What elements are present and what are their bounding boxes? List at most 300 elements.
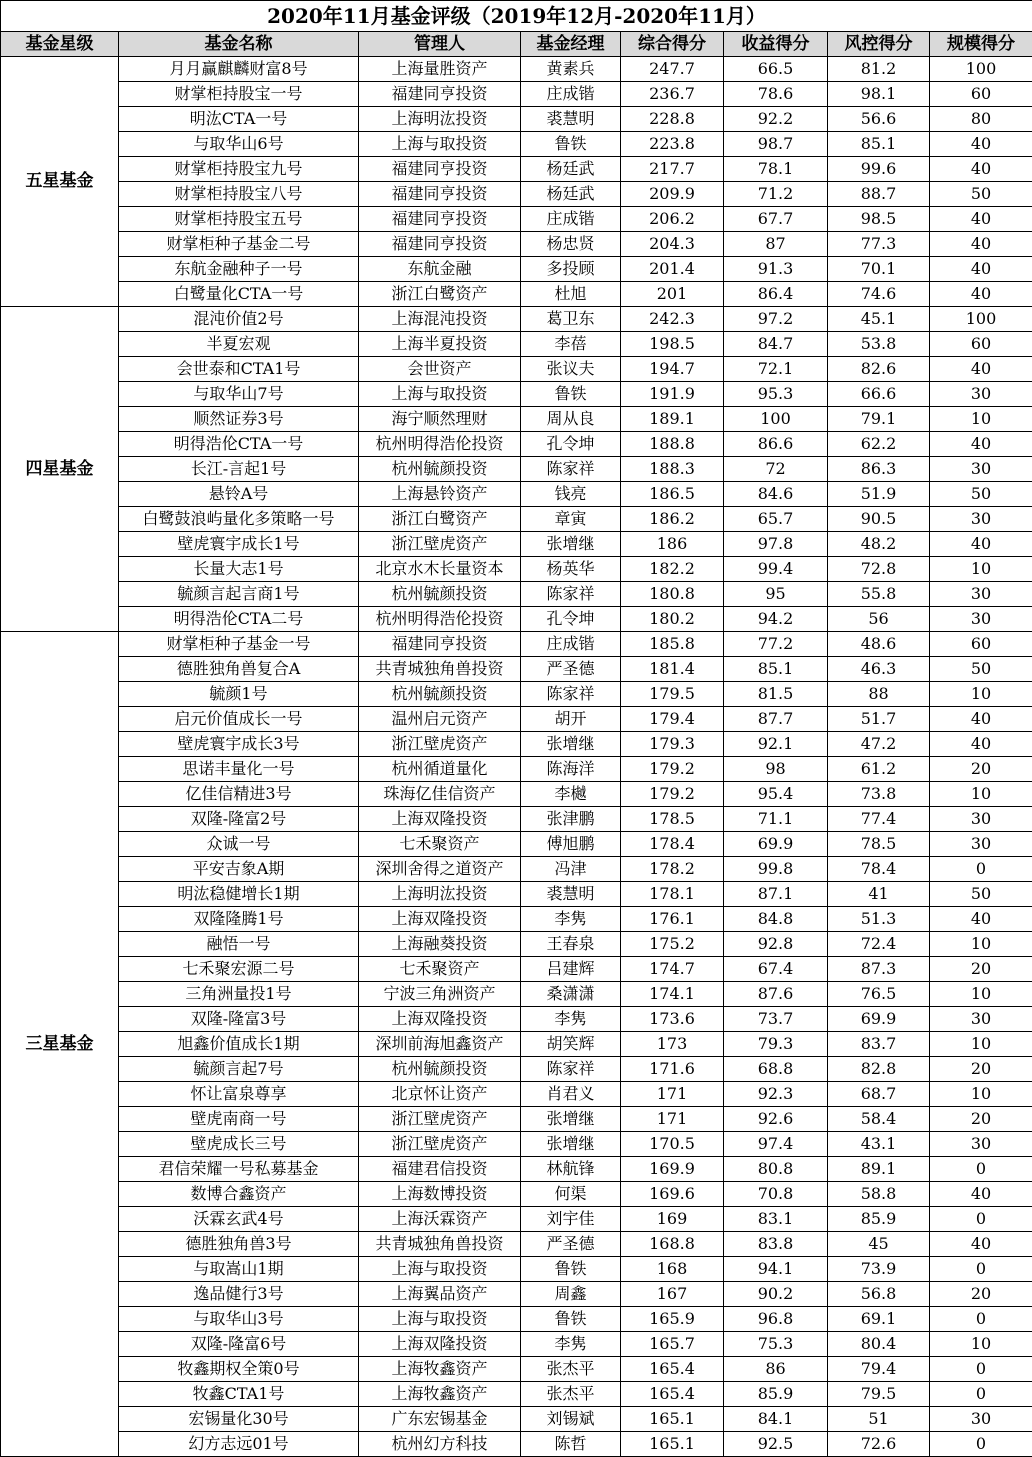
scale-score-cell: 40 [930,257,1032,282]
risk-score-cell: 62.2 [828,432,930,457]
return-score-cell: 71.1 [724,807,828,832]
fund-name-cell: 数博合鑫资产 [119,1182,359,1207]
scale-score-cell: 100 [930,57,1032,82]
fund-manager-cell: 陈家祥 [521,457,621,482]
fund-manager-cell: 刘锡斌 [521,1407,621,1432]
star-group-label: 五星基金 [1,57,119,307]
total-score-cell: 176.1 [621,907,724,932]
fund-name-cell: 与取华山6号 [119,132,359,157]
manager-cell: 上海双隆投资 [359,1332,521,1357]
table-row [1,1332,1032,1357]
total-score-cell: 178.4 [621,832,724,857]
return-score-cell: 67.7 [724,207,828,232]
risk-score-cell: 73.8 [828,782,930,807]
manager-cell: 福建同亨投资 [359,632,521,657]
header-row [1,32,1032,57]
risk-score-cell: 41 [828,882,930,907]
table-row [1,607,1032,632]
fund-manager-cell: 陈海洋 [521,757,621,782]
table-row [1,157,1032,182]
return-score-cell: 83.1 [724,1207,828,1232]
scale-score-cell: 20 [930,1057,1032,1082]
return-score-cell: 87.7 [724,707,828,732]
scale-score-cell: 40 [930,1232,1032,1257]
total-score-cell: 180.2 [621,607,724,632]
table-row [1,132,1032,157]
return-score-cell: 98.7 [724,132,828,157]
total-score-cell: 168.8 [621,1232,724,1257]
scale-score-cell: 40 [930,707,1032,732]
fund-manager-cell: 桑潇潇 [521,982,621,1007]
manager-cell: 福建同亨投资 [359,182,521,207]
total-score-cell: 186.5 [621,482,724,507]
total-score-cell: 186 [621,532,724,557]
manager-cell: 杭州幻方科技 [359,1432,521,1457]
fund-name-cell: 长量大志1号 [119,557,359,582]
scale-score-cell: 40 [930,357,1032,382]
header-return-score: 收益得分 [724,32,828,57]
fund-name-cell: 混沌价值2号 [119,307,359,332]
total-score-cell: 165.7 [621,1332,724,1357]
fund-manager-cell: 庄成锴 [521,632,621,657]
table-row [1,857,1032,882]
total-score-cell: 178.5 [621,807,724,832]
risk-score-cell: 90.5 [828,507,930,532]
total-score-cell: 181.4 [621,657,724,682]
scale-score-cell: 10 [930,782,1032,807]
risk-score-cell: 45 [828,1232,930,1257]
fund-manager-cell: 陈家祥 [521,682,621,707]
manager-cell: 上海牧鑫资产 [359,1382,521,1407]
fund-name-cell: 双隆-隆富2号 [119,807,359,832]
table-row [1,957,1032,982]
table-row [1,282,1032,307]
table-row [1,1282,1032,1307]
manager-cell: 广东宏锡基金 [359,1407,521,1432]
scale-score-cell: 10 [930,557,1032,582]
return-score-cell: 69.9 [724,832,828,857]
fund-name-cell: 壁虎南商一号 [119,1107,359,1132]
risk-score-cell: 73.9 [828,1257,930,1282]
risk-score-cell: 88 [828,682,930,707]
scale-score-cell: 20 [930,757,1032,782]
fund-manager-cell: 傅旭鹏 [521,832,621,857]
table-row [1,382,1032,407]
fund-name-cell: 双隆隆腾1号 [119,907,359,932]
risk-score-cell: 86.3 [828,457,930,482]
risk-score-cell: 51.9 [828,482,930,507]
return-score-cell: 92.6 [724,1107,828,1132]
risk-score-cell: 80.4 [828,1332,930,1357]
star-group-label: 三星基金 [1,632,119,1457]
table-row [1,757,1032,782]
fund-name-cell: 白鹭量化CTA一号 [119,282,359,307]
fund-name-cell: 财掌柜持股宝一号 [119,82,359,107]
scale-score-cell: 0 [930,1357,1032,1382]
manager-cell: 珠海亿佳信资产 [359,782,521,807]
total-score-cell: 171.6 [621,1057,724,1082]
header-total-score: 综合得分 [621,32,724,57]
manager-cell: 杭州明得浩伦投资 [359,432,521,457]
fund-name-cell: 白鹭鼓浪屿量化多策略一号 [119,507,359,532]
return-score-cell: 72.1 [724,357,828,382]
scale-score-cell: 10 [930,982,1032,1007]
return-score-cell: 90.2 [724,1282,828,1307]
total-score-cell: 175.2 [621,932,724,957]
table-row [1,307,1032,332]
return-score-cell: 86.4 [724,282,828,307]
total-score-cell: 165.9 [621,1307,724,1332]
risk-score-cell: 85.9 [828,1207,930,1232]
risk-score-cell: 77.4 [828,807,930,832]
return-score-cell: 92.2 [724,107,828,132]
table-row [1,1232,1032,1257]
return-score-cell: 84.1 [724,1407,828,1432]
fund-manager-cell: 肖君义 [521,1082,621,1107]
fund-name-cell: 财掌柜种子基金一号 [119,632,359,657]
risk-score-cell: 58.4 [828,1107,930,1132]
manager-cell: 上海沃霖资产 [359,1207,521,1232]
fund-name-cell: 宏锡量化30号 [119,1407,359,1432]
return-score-cell: 79.3 [724,1032,828,1057]
fund-manager-cell: 严圣德 [521,1232,621,1257]
fund-manager-cell: 杜旭 [521,282,621,307]
fund-name-cell: 顺然证券3号 [119,407,359,432]
fund-manager-cell: 孔令坤 [521,432,621,457]
fund-name-cell: 启元价值成长一号 [119,707,359,732]
risk-score-cell: 72.6 [828,1432,930,1457]
fund-manager-cell: 多投顾 [521,257,621,282]
scale-score-cell: 40 [930,232,1032,257]
total-score-cell: 169 [621,1207,724,1232]
header-manager: 管理人 [359,32,521,57]
scale-score-cell: 0 [930,1432,1032,1457]
header-scale-score: 规模得分 [930,32,1032,57]
scale-score-cell: 0 [930,1157,1032,1182]
scale-score-cell: 40 [930,907,1032,932]
scale-score-cell: 30 [930,607,1032,632]
risk-score-cell: 46.3 [828,657,930,682]
fund-name-cell: 明汯CTA一号 [119,107,359,132]
total-score-cell: 169.9 [621,1157,724,1182]
manager-cell: 深圳前海旭鑫资产 [359,1032,521,1057]
fund-name-cell: 亿佳信精进3号 [119,782,359,807]
return-score-cell: 80.8 [724,1157,828,1182]
total-score-cell: 179.5 [621,682,724,707]
manager-cell: 共青城独角兽投资 [359,657,521,682]
fund-manager-cell: 李蓓 [521,332,621,357]
total-score-cell: 171 [621,1082,724,1107]
fund-manager-cell: 何渠 [521,1182,621,1207]
fund-manager-cell: 吕建辉 [521,957,621,982]
scale-score-cell: 10 [930,1332,1032,1357]
fund-manager-cell: 林航锋 [521,1157,621,1182]
return-score-cell: 78.1 [724,157,828,182]
return-score-cell: 85.1 [724,657,828,682]
fund-manager-cell: 李隽 [521,907,621,932]
table-row [1,457,1032,482]
total-score-cell: 194.7 [621,357,724,382]
manager-cell: 七禾聚资产 [359,957,521,982]
risk-score-cell: 61.2 [828,757,930,782]
scale-score-cell: 100 [930,307,1032,332]
table-row [1,907,1032,932]
total-score-cell: 173.6 [621,1007,724,1032]
table-row [1,1032,1032,1057]
return-score-cell: 87.6 [724,982,828,1007]
risk-score-cell: 99.6 [828,157,930,182]
return-score-cell: 66.5 [724,57,828,82]
fund-name-cell: 双隆-隆富6号 [119,1332,359,1357]
scale-score-cell: 50 [930,482,1032,507]
return-score-cell: 96.8 [724,1307,828,1332]
risk-score-cell: 77.3 [828,232,930,257]
scale-score-cell: 40 [930,532,1032,557]
manager-cell: 海宁顺然理财 [359,407,521,432]
risk-score-cell: 81.2 [828,57,930,82]
risk-score-cell: 48.2 [828,532,930,557]
fund-name-cell: 平安吉象A期 [119,857,359,882]
fund-name-cell: 双隆-隆富3号 [119,1007,359,1032]
return-score-cell: 94.2 [724,607,828,632]
total-score-cell: 228.8 [621,107,724,132]
total-score-cell: 179.3 [621,732,724,757]
risk-score-cell: 53.8 [828,332,930,357]
total-score-cell: 170.5 [621,1132,724,1157]
fund-name-cell: 与取华山3号 [119,1307,359,1332]
fund-name-cell: 毓颜言起7号 [119,1057,359,1082]
scale-score-cell: 40 [930,282,1032,307]
table-row [1,482,1032,507]
scale-score-cell: 10 [930,1082,1032,1107]
fund-manager-cell: 鲁铁 [521,132,621,157]
risk-score-cell: 51 [828,1407,930,1432]
table-row [1,332,1032,357]
table-row [1,532,1032,557]
scale-score-cell: 30 [930,832,1032,857]
fund-manager-cell: 冯津 [521,857,621,882]
total-score-cell: 242.3 [621,307,724,332]
fund-name-cell: 三角洲量投1号 [119,982,359,1007]
risk-score-cell: 76.5 [828,982,930,1007]
table-row [1,557,1032,582]
risk-score-cell: 82.6 [828,357,930,382]
manager-cell: 杭州循道量化 [359,757,521,782]
total-score-cell: 179.2 [621,757,724,782]
risk-score-cell: 82.8 [828,1057,930,1082]
manager-cell: 浙江壁虎资产 [359,732,521,757]
total-score-cell: 188.8 [621,432,724,457]
return-score-cell: 84.7 [724,332,828,357]
return-score-cell: 87.1 [724,882,828,907]
table-row [1,107,1032,132]
manager-cell: 上海与取投资 [359,1257,521,1282]
return-score-cell: 87 [724,232,828,257]
manager-cell: 上海双隆投资 [359,907,521,932]
scale-score-cell: 30 [930,507,1032,532]
manager-cell: 福建君信投资 [359,1157,521,1182]
fund-name-cell: 壁虎寰宇成长3号 [119,732,359,757]
fund-name-cell: 毓颜言起言商1号 [119,582,359,607]
manager-cell: 东航金融 [359,257,521,282]
fund-name-cell: 月月赢麒麟财富8号 [119,57,359,82]
risk-score-cell: 79.1 [828,407,930,432]
table-row [1,207,1032,232]
total-score-cell: 180.8 [621,582,724,607]
return-score-cell: 100 [724,407,828,432]
return-score-cell: 68.8 [724,1057,828,1082]
total-score-cell: 186.2 [621,507,724,532]
total-score-cell: 165.1 [621,1407,724,1432]
fund-manager-cell: 周鑫 [521,1282,621,1307]
risk-score-cell: 79.4 [828,1357,930,1382]
manager-cell: 上海双隆投资 [359,1007,521,1032]
fund-manager-cell: 杨忠贤 [521,232,621,257]
total-score-cell: 201 [621,282,724,307]
fund-manager-cell: 张津鹏 [521,807,621,832]
risk-score-cell: 58.8 [828,1182,930,1207]
return-score-cell: 91.3 [724,257,828,282]
return-score-cell: 81.5 [724,682,828,707]
risk-score-cell: 74.6 [828,282,930,307]
fund-manager-cell: 陈家祥 [521,1057,621,1082]
fund-name-cell: 逸品健行3号 [119,1282,359,1307]
scale-score-cell: 20 [930,1107,1032,1132]
manager-cell: 上海悬铃资产 [359,482,521,507]
star-group-label: 四星基金 [1,307,119,632]
return-score-cell: 94.1 [724,1257,828,1282]
risk-score-cell: 89.1 [828,1157,930,1182]
scale-score-cell: 10 [930,407,1032,432]
table-row [1,1382,1032,1407]
fund-name-cell: 明得浩伦CTA一号 [119,432,359,457]
manager-cell: 上海牧鑫资产 [359,1357,521,1382]
fund-name-cell: 财掌柜持股宝五号 [119,207,359,232]
manager-cell: 上海与取投资 [359,382,521,407]
manager-cell: 上海混沌投资 [359,307,521,332]
table-row [1,632,1032,657]
table-row [1,1182,1032,1207]
total-score-cell: 201.4 [621,257,724,282]
risk-score-cell: 56.6 [828,107,930,132]
manager-cell: 杭州毓颜投资 [359,1057,521,1082]
return-score-cell: 75.3 [724,1332,828,1357]
table-row [1,1057,1032,1082]
fund-manager-cell: 张增继 [521,732,621,757]
manager-cell: 上海数博投资 [359,1182,521,1207]
return-score-cell: 95.4 [724,782,828,807]
total-score-cell: 182.2 [621,557,724,582]
fund-name-cell: 悬铃A号 [119,482,359,507]
manager-cell: 福建同亨投资 [359,157,521,182]
total-score-cell: 223.8 [621,132,724,157]
scale-score-cell: 50 [930,657,1032,682]
fund-name-cell: 七禾聚宏源二号 [119,957,359,982]
table-row [1,807,1032,832]
table-row [1,1132,1032,1157]
fund-name-cell: 东航金融种子一号 [119,257,359,282]
return-score-cell: 92.8 [724,932,828,957]
table-row [1,507,1032,532]
return-score-cell: 67.4 [724,957,828,982]
total-score-cell: 189.1 [621,407,724,432]
header-risk-score: 风控得分 [828,32,930,57]
manager-cell: 上海与取投资 [359,1307,521,1332]
table-row [1,732,1032,757]
risk-score-cell: 79.5 [828,1382,930,1407]
manager-cell: 深圳舍得之道资产 [359,857,521,882]
risk-score-cell: 69.9 [828,1007,930,1032]
fund-name-cell: 会世泰和CTA1号 [119,357,359,382]
manager-cell: 上海明汯投资 [359,882,521,907]
total-score-cell: 217.7 [621,157,724,182]
fund-name-cell: 财掌柜种子基金二号 [119,232,359,257]
total-score-cell: 206.2 [621,207,724,232]
table-row [1,682,1032,707]
fund-manager-cell: 王春泉 [521,932,621,957]
scale-score-cell: 60 [930,632,1032,657]
risk-score-cell: 47.2 [828,732,930,757]
table-row [1,1157,1032,1182]
scale-score-cell: 20 [930,957,1032,982]
scale-score-cell: 60 [930,82,1032,107]
fund-manager-cell: 黄素兵 [521,57,621,82]
risk-score-cell: 88.7 [828,182,930,207]
fund-manager-cell: 杨英华 [521,557,621,582]
scale-score-cell: 40 [930,132,1032,157]
scale-score-cell: 60 [930,332,1032,357]
fund-name-cell: 财掌柜持股宝八号 [119,182,359,207]
header-fund-manager: 基金经理 [521,32,621,57]
total-score-cell: 165.4 [621,1357,724,1382]
manager-cell: 浙江壁虎资产 [359,1132,521,1157]
manager-cell: 北京水木长量资本 [359,557,521,582]
fund-name-cell: 旭鑫价值成长1期 [119,1032,359,1057]
manager-cell: 共青城独角兽投资 [359,1232,521,1257]
table-row [1,882,1032,907]
fund-name-cell: 毓颜1号 [119,682,359,707]
fund-manager-cell: 张杰平 [521,1357,621,1382]
manager-cell: 宁波三角洲资产 [359,982,521,1007]
fund-name-cell: 幻方志远01号 [119,1432,359,1457]
total-score-cell: 185.8 [621,632,724,657]
table-row [1,257,1032,282]
fund-manager-cell: 裘慧明 [521,882,621,907]
manager-cell: 杭州毓颜投资 [359,682,521,707]
return-score-cell: 97.2 [724,307,828,332]
risk-score-cell: 87.3 [828,957,930,982]
fund-manager-cell: 周从良 [521,407,621,432]
risk-score-cell: 70.1 [828,257,930,282]
total-score-cell: 188.3 [621,457,724,482]
page-title: 2020年11月基金评级（2019年12月-2020年11月） [1,1,1032,32]
scale-score-cell: 40 [930,1182,1032,1207]
fund-name-cell: 牧鑫CTA1号 [119,1382,359,1407]
risk-score-cell: 55.8 [828,582,930,607]
total-score-cell: 178.2 [621,857,724,882]
risk-score-cell: 66.6 [828,382,930,407]
fund-manager-cell: 胡笑辉 [521,1032,621,1057]
total-score-cell: 165.4 [621,1382,724,1407]
manager-cell: 温州启元资产 [359,707,521,732]
return-score-cell: 92.1 [724,732,828,757]
scale-score-cell: 30 [930,457,1032,482]
total-score-cell: 247.7 [621,57,724,82]
manager-cell: 福建同亨投资 [359,82,521,107]
return-score-cell: 99.8 [724,857,828,882]
fund-name-cell: 牧鑫期权全策0号 [119,1357,359,1382]
return-score-cell: 98 [724,757,828,782]
